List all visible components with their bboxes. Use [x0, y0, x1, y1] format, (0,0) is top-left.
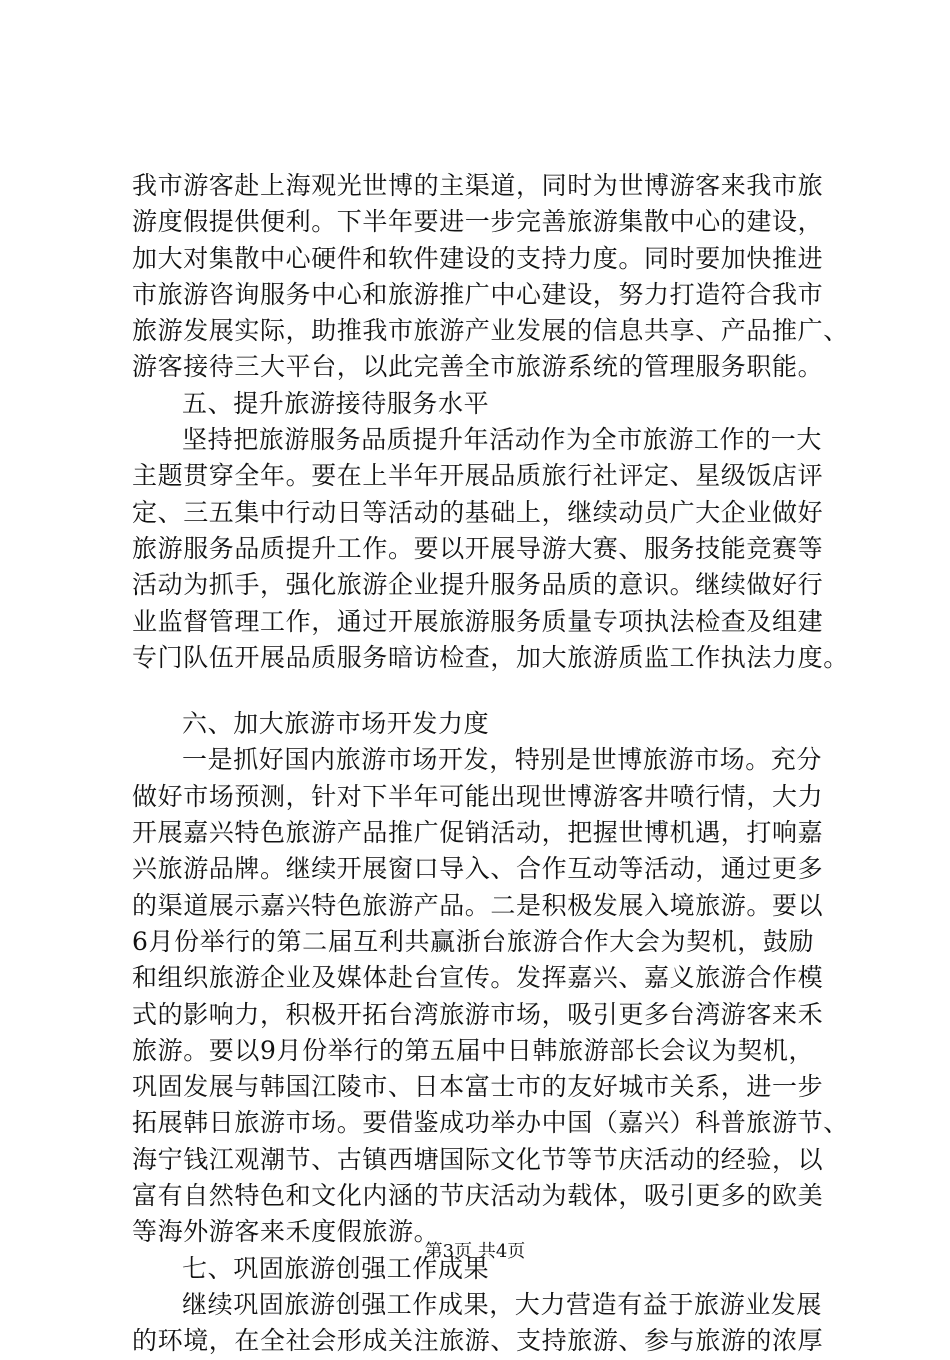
paragraph — [132, 1287, 852, 1360]
section-heading: 六、加大旅游市场开发力度 — [182, 709, 490, 739]
text-line: 开展嘉兴特色旅游产品推广促销活动，把握世博机遇，打响嘉 — [132, 818, 824, 848]
text-line: 定、三五集中行动日等活动的基础上，继续动员广大企业做好 — [132, 497, 824, 527]
text-line: 继续巩固旅游创强工作成果，大力营造有益于旅游业发展 — [182, 1289, 823, 1319]
text-line: 业监督管理工作，通过开展旅游服务质量专项执法检查及组建 — [132, 606, 824, 636]
text-line: 市旅游咨询服务中心和旅游推广中心建设，努力打造符合我市 — [132, 279, 824, 309]
text-line: 富有自然特色和文化内涵的节庆活动为载体，吸引更多的欧美 — [132, 1181, 824, 1211]
text-line: 做好市场预测，针对下半年可能出现世博游客井喷行情，大力 — [132, 781, 824, 811]
text-line: 加大对集散中心硬件和软件建设的支持力度。同时要加快推进 — [132, 243, 824, 273]
text-line: 专门队伍开展品质服务暗访检查，加大旅游质监工作执法力度。 — [132, 642, 849, 672]
text-line: 海宁钱江观潮节、古镇西塘国际文化节等节庆活动的经验，以 — [132, 1144, 824, 1174]
paragraph-gap — [132, 676, 852, 706]
text-line: 等海外游客来禾度假旅游。 — [132, 1217, 440, 1247]
text-line: 坚持把旅游服务品质提升年活动作为全市旅游工作的一大 — [182, 425, 823, 455]
text-line: 游客接待三大平台，以此完善全市旅游系统的管理服务职能。 — [132, 352, 824, 382]
page-number-label: 第3页 共4页 — [424, 1241, 526, 1262]
document-body — [132, 168, 852, 1360]
text-line: 旅游发展实际，助推我市旅游产业发展的信息共享、产品推广、 — [132, 316, 849, 346]
text-line: 6月份举行的第二届互利共赢浙台旅游合作大会为契机，鼓励 — [132, 926, 815, 956]
text-line: 游度假提供便利。下半年要进一步完善旅游集散中心的建设， — [132, 207, 824, 237]
text-line: 活动为抓手，强化旅游企业提升服务品质的意识。继续做好行 — [132, 570, 824, 600]
text-line: 主题贯穿全年。要在上半年开展品质旅行社评定、星级饭店评 — [132, 461, 824, 491]
text-line: 的渠道展示嘉兴特色旅游产品。二是积极发展入境旅游。要以 — [132, 890, 824, 920]
text-line: 和组织旅游企业及媒体赴台宣传。发挥嘉兴、嘉义旅游合作模 — [132, 963, 824, 993]
paragraph — [132, 422, 852, 676]
text-line: 旅游服务品质提升工作。要以开展导游大赛、服务技能竞赛等 — [132, 533, 824, 563]
text-line: 我市游客赴上海观光世博的主渠道，同时为世博游客来我市旅 — [132, 171, 824, 200]
section-heading: 五、提升旅游接待服务水平 — [182, 388, 490, 418]
paragraph — [132, 742, 852, 1250]
text-line: 兴旅游品牌。继续开展窗口导入、合作互动等活动，通过更多 — [132, 854, 824, 884]
paragraph — [132, 168, 852, 386]
text-line: 式的影响力，积极开拓台湾旅游市场，吸引更多台湾游客来禾 — [132, 999, 824, 1029]
text-line: 旅游。要以9月份举行的第五届中日韩旅游部长会议为契机， — [132, 1035, 815, 1065]
text-line: 一是抓好国内旅游市场开发，特别是世博旅游市场。充分 — [182, 745, 823, 775]
page-footer — [0, 1240, 950, 1264]
text-line: 巩固发展与韩国江陵市、日本富士市的友好城市关系，进一步 — [132, 1072, 824, 1102]
text-line: 拓展韩日旅游市场。要借鉴成功举办中国（嘉兴）科普旅游节、 — [132, 1108, 849, 1138]
text-line: 的环境，在全社会形成关注旅游、支持旅游、参与旅游的浓厚 — [132, 1326, 824, 1356]
section-heading: 七、巩固旅游创强工作成果 — [182, 1253, 490, 1283]
